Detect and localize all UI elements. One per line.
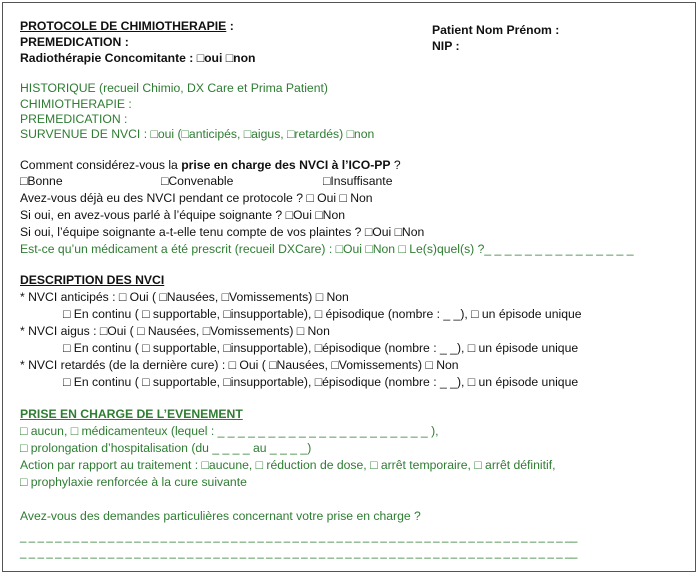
management-treatment[interactable]: □ aucun, □ médicamenteux (lequel : _ _ _ _ _ _ _ _ _ _ _ _ _ _ _ _ _ _ _ _ _ ), — [20, 424, 439, 438]
description-title: DESCRIPTION DES NVCI — [20, 273, 165, 287]
form-frame — [2, 2, 696, 572]
question-complaints-considered[interactable]: Si oui, l’équipe soignante a-t-elle tenu compte de vos plaintes ? □Oui □Non — [20, 225, 425, 239]
nvci-acute[interactable]: * NVCI aigus : □Oui ( □ Nausées, □Vomissements) □ Non — [20, 324, 330, 338]
nvci-delayed-detail[interactable]: □ En continu ( □ supportable, □insupportable), □épisodique (nombre : _ _), □ un épisode unique — [63, 375, 579, 389]
q1-text-bold: prise en charge des NVCI à l’ICO-PP — [181, 158, 391, 172]
question-medication-prescribed[interactable]: Est-ce qu’un médicament a été prescrit (recueil DXCare) : □Oui □Non □ Le(s)quel(s) ?_ _ _ _ _ _ _ _ _ _ _ _ _ _ _ — [20, 242, 634, 256]
q1-text-post: ? — [390, 158, 401, 172]
requests-line-1[interactable]: _ _ _ _ _ _ _ _ _ _ _ _ _ _ _ _ _ _ _ _ _ _ _ _ _ _ _ _ _ _ _ _ _ _ _ _ _ _ _ _ _ _ _ _ _ _ _ _ _ _ _ _ _ _ _ _ _ _ _ _ _ _ __ — [20, 531, 578, 543]
patient-name-field: Patient Nom Prénom : — [432, 23, 560, 37]
premedication-heading: PREMEDICATION : — [20, 35, 129, 49]
requests-line-2[interactable]: _ _ _ _ _ _ _ _ _ _ _ _ _ _ _ _ _ _ _ _ _ _ _ _ _ _ _ _ _ _ _ _ _ _ _ _ _ _ _ _ _ _ _ _ _ _ _ _ _ _ _ _ _ _ _ _ _ _ _ _ _ _ __ — [20, 547, 578, 559]
management-hospitalisation[interactable]: □ prolongation d’hospitalisation (du _ _ _ _ au _ _ _ _) — [20, 441, 312, 455]
nvci-acute-detail[interactable]: □ En continu ( □ supportable, □insupportable), □épisodique (nombre : _ _), □ un épisode unique — [63, 341, 579, 355]
history-premedication: PREMEDICATION : — [20, 112, 128, 126]
nvci-anticipated-detail[interactable]: □ En continu ( □ supportable, □insupportable), □ épisodique (nombre : _ _), □ un épisode unique — [63, 307, 582, 321]
protocol-title: PROTOCOLE DE CHIMIOTHERAPIE — [20, 19, 227, 33]
q1-option-convenable[interactable]: □Convenable — [161, 174, 234, 188]
history-title: HISTORIQUE (recueil Chimio, DX Care et Prima Patient) — [20, 81, 328, 95]
radiotherapy-question[interactable]: Radiothérapie Concomitante : □oui □non — [20, 51, 256, 65]
management-title: PRISE EN CHARGE DE L’EVENEMENT — [20, 407, 243, 421]
nvci-anticipated[interactable]: * NVCI anticipés : □ Oui ( □Nausées, □Vomissements) □ Non — [20, 290, 349, 304]
q1-option-insuffisante[interactable]: □Insuffisante — [323, 174, 393, 188]
protocol-colon: : — [226, 19, 234, 33]
q1-option-bonne[interactable]: □Bonne — [20, 174, 63, 188]
q1-text-pre: Comment considérez-vous la — [20, 158, 182, 172]
requests-question: Avez-vous des demandes particulières concernant votre prise en charge ? — [20, 509, 421, 523]
management-action[interactable]: Action par rapport au traitement : □aucune, □ réduction de dose, □ arrêt temporaire, □ arrêt définitif, — [20, 458, 556, 472]
question-management-quality — [20, 158, 401, 173]
question-told-care-team[interactable]: Si oui, en avez-vous parlé à l’équipe soignante ? □Oui □Non — [20, 208, 346, 222]
history-chemo: CHIMIOTHERAPIE : — [20, 97, 132, 111]
question-nvci-during-protocol[interactable]: Avez-vous déjà eu des NVCI pendant ce protocole ? □ Oui □ Non — [20, 191, 373, 205]
nip-field: NIP : — [432, 39, 460, 53]
nvci-delayed[interactable]: * NVCI retardés (de la dernière cure) : □ Oui ( □Nausées, □Vomissements) □ Non — [20, 358, 459, 372]
history-nvci-occurrence[interactable]: SURVENUE DE NVCI : □oui (□anticipés, □aigus, □retardés) □non — [20, 127, 375, 141]
protocol-heading — [20, 19, 234, 34]
management-prophylaxis[interactable]: □ prophylaxie renforcée à la cure suivante — [20, 475, 247, 489]
